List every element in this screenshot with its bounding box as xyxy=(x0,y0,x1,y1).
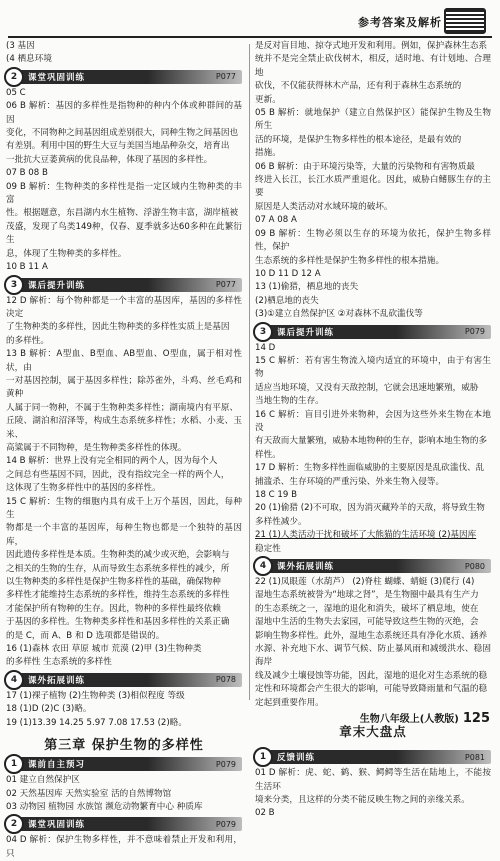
text-line: 才能保护所有物种的生存。因此，物种的多样性最终依赖 xyxy=(6,603,221,614)
text-line: 17 (1)裸子植物 (2)生物种类 (3)相似程度 等级 xyxy=(6,690,185,701)
page-footer xyxy=(360,710,490,726)
text-line: 息，体现了生物种类的多样性。 xyxy=(6,248,127,259)
text-line: (2)栖息地的丧失 xyxy=(255,295,319,306)
text-line: 境来分类，且这样的分类不能反映生物之间的亲缘关系。 xyxy=(255,794,470,805)
text-line: 13 B 解析：A型血、B型血、AB型血、O型血，属于相对性状，由 xyxy=(6,349,242,373)
text-line: 因此遗传多样性是本质。生物种类的减少或灭绝，会影响与 xyxy=(6,550,230,561)
text-line: 05 C xyxy=(6,87,26,98)
text-line: 02 天然基因库 天然实验室 活的自然博物馆 xyxy=(6,788,172,799)
section-page-code: P079 xyxy=(464,327,485,337)
chapter-summary-title: 章末大盘点 xyxy=(339,724,407,740)
text-line: 19 (1)13.39 14.25 5.97 7.08 17.53 (2)略。 xyxy=(6,717,187,728)
section-page-code: P080 xyxy=(464,561,485,571)
section-page-code: P077 xyxy=(215,280,236,289)
header-title: 参考答案及解析 xyxy=(358,16,442,29)
text-line: 多样性减少。 xyxy=(255,516,307,527)
section-header xyxy=(6,757,242,771)
section-title: 课后提升训练 xyxy=(28,280,86,291)
text-line: 影响生物多样性。此外，湿地生态系统还具有净化水质、涵养 xyxy=(255,630,488,641)
text-line: 04 D 解析：保护生物多样性，并不意味着禁止开发和利用，只 xyxy=(6,835,242,859)
text-line: 捕滥杀、生存环境的严重污染、外来生物入侵等。 xyxy=(255,476,445,487)
text-line: (4 栖息环境 xyxy=(6,54,52,65)
text-line: 当地生物的生存。 xyxy=(255,396,324,407)
text-line: 于基因的多样性。生物种类多样性和基因多样性的关系正确 xyxy=(6,617,230,628)
text-line: 变化，不同物种之间基因组成差别很大，同种生物之间基因也 xyxy=(6,128,239,139)
text-line: 22 (1)凤眼莲（水葫芦） (2)脊柱 蝴蝶、蜻蜓 (3)爬行 (4) xyxy=(255,577,475,588)
text-line: 02 B xyxy=(255,808,275,819)
text-line: 16 C 解析：盲目引进外来物种，会因为这些外来生物在本地没 xyxy=(255,409,491,433)
text-line: 的生态系统之一，湿地的退化和消失，破坏了栖息地，使在 xyxy=(255,603,479,614)
text-line: 更新。 xyxy=(255,94,281,105)
text-line: 21 (1)人类活动干扰和破坏了大熊猫的生活环境 (2)基因库 xyxy=(255,530,477,541)
page-header xyxy=(0,0,500,38)
text-line: 多样性才能维持生态系统的多样性，维持生态系统的多样性 xyxy=(6,590,230,601)
text-line: 生态系统的多样性是保护生物多样性的根本措施。 xyxy=(255,255,445,266)
section-number: 4 xyxy=(4,670,24,690)
section-header xyxy=(6,70,242,84)
text-line: 样性。 xyxy=(255,449,281,460)
text-line: 适应当地环境，又没有天敌控制，它就会迅速地繁殖，威胁 xyxy=(255,382,479,393)
text-line: 01 建立自然保护区 xyxy=(6,775,80,786)
text-line: 05 B 解析：就地保护（建立自然保护区）能保护生物及生物所生 xyxy=(255,108,491,132)
text-line: 07 A 08 A xyxy=(255,215,297,226)
text-line: 线及减少土壤侵蚀等功能，因此，湿地的退化对生态系统的稳 xyxy=(255,670,488,681)
section-page-code: P079 xyxy=(215,759,236,769)
text-line: 湿地中生活的生物失去家园，可能导致这些生物的灭绝，会 xyxy=(255,617,479,628)
text-line: 水源、补充地下水、调节气候、防止暴风雨和减缓洪水、稳固海岸 xyxy=(255,644,491,668)
text-line: 人属于同一物种，不属于生物种类多样性；湖南境内有平原、 xyxy=(6,402,239,413)
text-line: 09 B 解析：生物必须以生存的环境为依托，保护生物多样性，保护 xyxy=(255,228,491,253)
text-line: 砍伐，不仅能获得林木产品，还有利于森林生态系统的 xyxy=(255,81,462,92)
page-number: 125 xyxy=(462,711,490,726)
section-title: 课外拓展训练 xyxy=(277,562,335,573)
text-line: 终进入长江，长江水质严重退化。因此，威胁白鳍豚生存的主要 xyxy=(255,175,491,199)
text-line: 17 D 解析：生物多样性面临威胁的主要原因是乱砍滥伐、乱 xyxy=(255,463,485,474)
text-line: 措施。 xyxy=(255,148,281,159)
text-line: 03 动物园 植物园 水族馆 濒危动物繁育中心 种质库 xyxy=(6,801,203,812)
text-line: 12 D 解析：每个物种都是一个丰富的基因库，基因的多样性决定 xyxy=(6,295,242,319)
text-line: 09 B 解析：生物种类的多样性是指一定区域内生物种类的丰富 xyxy=(6,181,242,206)
text-line: 统并不是完全禁止砍伐树木，相反，适时地、有计划地、合理地 xyxy=(255,54,491,78)
text-line: 以生物种类的多样性是保护生物多样性的基础，确保物种 xyxy=(6,577,221,588)
section-title: 课堂巩固训练 xyxy=(28,72,86,83)
section-title: 课堂巩固训练 xyxy=(28,820,86,831)
section-number: 3 xyxy=(253,322,273,342)
section-header xyxy=(255,325,491,339)
text-line: 14 D xyxy=(255,342,276,353)
section-title: 课后提升训练 xyxy=(277,327,335,338)
section-number: 4 xyxy=(253,556,273,576)
text-line: 10 B 11 A xyxy=(6,262,48,273)
section-page-code: P081 xyxy=(464,752,485,762)
text-line: 15 C 解析：生物的细胞内具有成千上万个基因，因此，每种生 xyxy=(6,496,242,520)
text-line: (3)①建立自然保护区 ②对森林不乱砍滥伐等 xyxy=(255,309,423,320)
section-header xyxy=(255,559,491,573)
text-line: 有天敌而大量繁殖，威胁本地物种的生存，影响本地生物的多 xyxy=(255,436,488,447)
text-line: 20 (1)偷猎 (2)不可取，因为消灭藏羚羊的天敌，将导致生物 xyxy=(255,503,485,514)
text-line: 的多样性。 xyxy=(6,335,49,346)
text-line: 定起到重要作用。 xyxy=(255,697,324,708)
section-page-code: P078 xyxy=(215,675,236,685)
section-title: 课外拓展训练 xyxy=(28,675,86,686)
text-line: 这体现了生物多样性中的基因的多样性。 xyxy=(6,483,161,494)
left-column xyxy=(6,40,242,859)
section-title: 课前自主预习 xyxy=(28,760,86,771)
section-page-code: P077 xyxy=(215,72,236,82)
section-header xyxy=(6,278,242,292)
text-line: 15 C 解析：若有害生物流入境内适宜的环境中，由于有害生物 xyxy=(255,355,491,380)
text-line: 13 (1)偷猎，栖息地的丧失 xyxy=(255,282,359,293)
text-line: 06 B 解析：基因的多样性是指物种的种内个体或种群间的基因 xyxy=(6,101,242,125)
text-line: 湿地生态系统被誉为“地球之肾”，是生物圈中最具有生产力 xyxy=(255,590,479,601)
text-line: 18 C 19 B xyxy=(255,490,297,500)
text-line: 高粱属于不同物种，是生物种类多样性的体现。 xyxy=(6,442,187,453)
section-header xyxy=(6,673,242,687)
text-line: 原因是人类活动对水域环境的破坏。 xyxy=(255,201,393,212)
text-line: 性。根据题意，东昌湖内水生植物、浮游生物丰富，湖岸植被 xyxy=(6,208,239,219)
text-line: 活的环境，是保护生物多样性的根本途径，是最有效的 xyxy=(255,134,462,145)
text-line: 有差别。利用中国的野生大豆与美国当地品种杂交，培育出 xyxy=(6,141,230,152)
text-line: 稳定性 xyxy=(255,543,281,554)
text-line: 01 D 解析：虎、蛇、鹤、猴、鳄鳄等生活在陆地上，不能按生活环 xyxy=(255,768,491,792)
text-line: 10 D 11 D 12 A xyxy=(255,268,321,279)
section-number: 1 xyxy=(253,747,273,767)
header-rule xyxy=(8,36,492,38)
text-line: 之相关的生物的生存，从而导致生态系统多样性的减少，所 xyxy=(6,563,230,574)
text-line: 06 B 解析：由于环境污染等，大量的污染物和有害物质最 xyxy=(255,161,475,172)
text-line: 的是 C，而 A、B 和 D 选项都是错误的。 xyxy=(6,630,165,641)
book-stack-icon xyxy=(444,8,486,34)
text-line: 茂盛，发现了鸟类149种，仅春、夏季就多达60多种在此繁衍生 xyxy=(6,221,242,246)
section-title: 反馈训练 xyxy=(277,753,316,764)
section-number: 2 xyxy=(4,67,24,87)
text-line: 定性和环境都会产生很大的影响，可能导致降雨量和气温的稳 xyxy=(255,684,488,695)
section-header xyxy=(6,817,242,831)
text-line: 一批抗大豆萎黄病的优良品种，体现了基因的多样性。 xyxy=(6,154,213,165)
text-line: 是反对盲目地、掠夺式地开发和利用。例如，保护森林生态系 xyxy=(255,41,488,51)
text-line: 14 B 解析：世界上没有完全相同的两个人，因为每个人 xyxy=(6,456,218,467)
section-header xyxy=(255,750,491,764)
section-number: 3 xyxy=(4,275,24,295)
text-line: (3 基因 xyxy=(6,41,35,51)
text-line: 了生物种类的多样性，因此生物种类的多样性实质上是基因 xyxy=(6,322,230,333)
section-number: 1 xyxy=(4,754,24,774)
column-divider xyxy=(249,44,250,700)
section-page-code: P079 xyxy=(215,819,236,829)
text-line: 07 B 08 B xyxy=(6,168,48,179)
text-line: 18 (1)D (2)C (3)略。 xyxy=(6,704,92,715)
footer-subject: 生物八年级上(人教版) xyxy=(359,714,459,725)
text-line: 之间总有些基因不同，因此，没有指纹完全一样的两个人， xyxy=(6,469,230,480)
text-line: 一对基因控制，属于基因多样性；除苏雀外，斗鸡、丝毛鸡和黄种 xyxy=(6,375,242,400)
text-line: 物都是一个丰富的基因库，每种生物也都是一个独特的基因库， xyxy=(6,523,242,547)
section-number: 2 xyxy=(4,814,24,834)
text-line: 的多样性 生态系统的多样性 xyxy=(6,657,112,668)
text-line: 16 (1)森林 农田 草原 城市 荒漠 (2)甲 (3)生物种类 xyxy=(6,644,202,655)
text-line: 丘陵、湖泊和沼泽等，构成生态系统多样性；水稻、小麦、玉米、 xyxy=(6,416,242,440)
chapter-title: 第三章 保护生物的多样性 xyxy=(44,738,204,754)
